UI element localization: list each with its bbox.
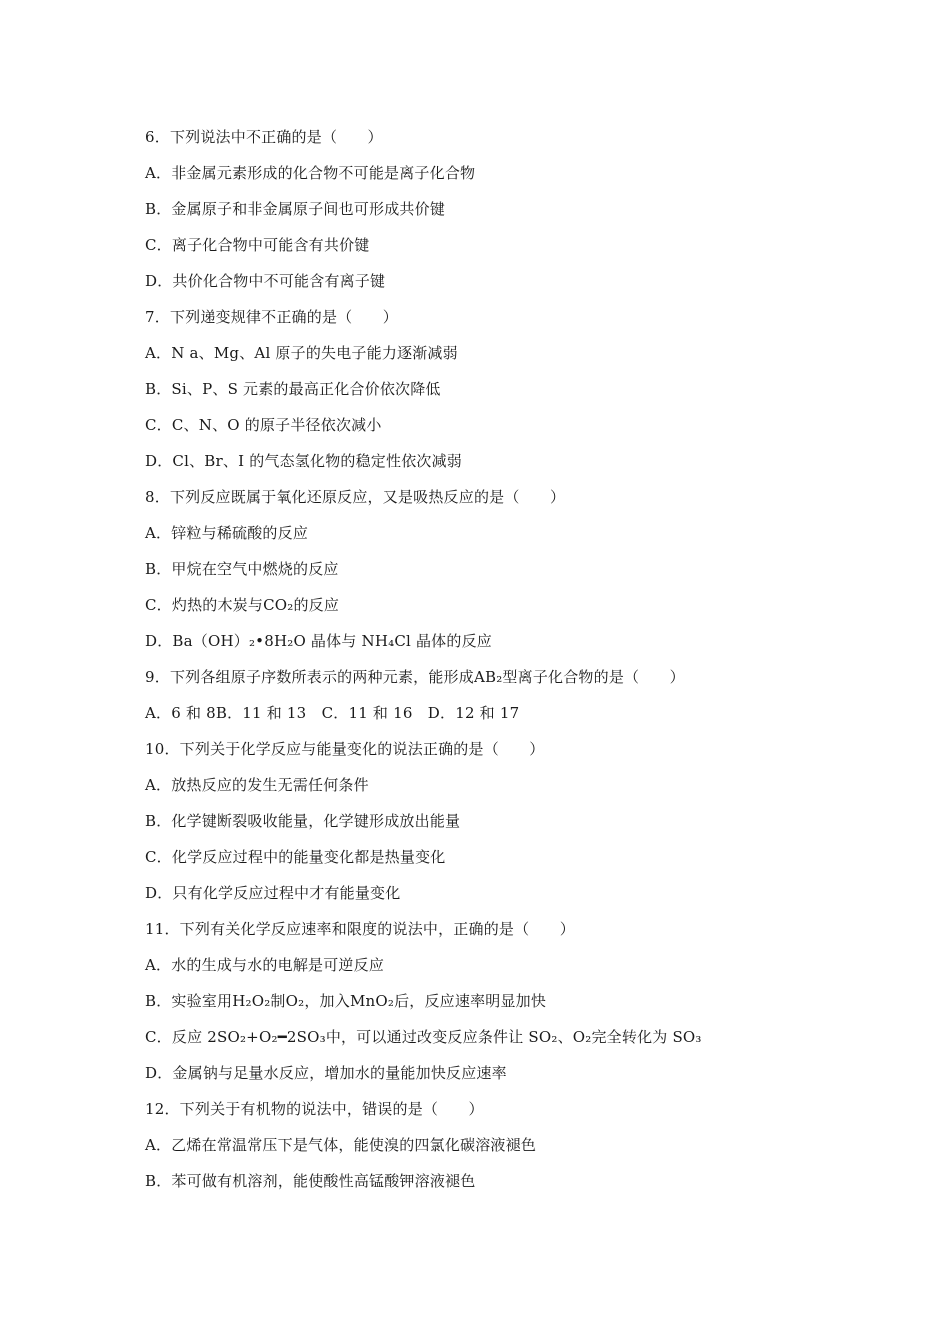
question-7-option-d: D．Cl、Br、I 的气态氢化物的稳定性依次减弱 (145, 452, 462, 470)
question-6-option-a: A．非金属元素形成的化合物不可能是离子化合物 (145, 164, 476, 182)
question-9-stem: 9．下列各组原子序数所表示的两种元素，能形成AB₂型离子化合物的是（ ） (145, 668, 685, 686)
question-8-option-d: D．Ba（OH）₂•8H₂O 晶体与 NH₄Cl 晶体的反应 (145, 632, 492, 650)
question-10-option-a: A．放热反应的发生无需任何条件 (145, 776, 369, 794)
question-list (145, 125, 865, 1205)
question-7-stem: 7．下列递变规律不正确的是（ ） (145, 308, 398, 326)
question-7-option-b: B．Si、P、S 元素的最高正化合价依次降低 (145, 380, 441, 398)
question-8-option-c: C．灼热的木炭与CO₂的反应 (145, 596, 340, 614)
question-11-option-b: B．实验室用H₂O₂制O₂，加入MnO₂后，反应速率明显加快 (145, 992, 547, 1010)
question-10-option-d: D．只有化学反应过程中才有能量变化 (145, 884, 401, 902)
question-6-option-c: C．离子化合物中可能含有共价键 (145, 236, 370, 254)
question-12-stem: 12．下列关于有机物的说法中，错误的是（ ） (145, 1100, 484, 1118)
question-6-option-b: B．金属原子和非金属原子间也可形成共价键 (145, 200, 446, 218)
question-9-options: A．6 和 8B．11 和 13 C．11 和 16 D．12 和 17 (145, 704, 520, 722)
question-11-option-c: C．反应 2SO₂+O₂━2SO₃中，可以通过改变反应条件让 SO₂、O₂完全转化为 SO₃ (145, 1028, 702, 1046)
question-12-option-b: B．苯可做有机溶剂，能使酸性高锰酸钾溶液褪色 (145, 1172, 476, 1190)
question-8-stem: 8．下列反应既属于氧化还原反应，又是吸热反应的是（ ） (145, 488, 566, 506)
question-6-stem: 6．下列说法中不正确的是（ ） (145, 128, 383, 146)
question-10-stem: 10．下列关于化学反应与能量变化的说法正确的是（ ） (145, 740, 545, 758)
question-11-option-d: D．金属钠与足量水反应，增加水的量能加快反应速率 (145, 1064, 507, 1082)
question-8-option-a: A．锌粒与稀硫酸的反应 (145, 524, 309, 542)
question-6-option-d: D．共价化合物中不可能含有离子键 (145, 272, 386, 290)
question-8-option-b: B．甲烷在空气中燃烧的反应 (145, 560, 339, 578)
question-10-option-b: B．化学键断裂吸收能量，化学键形成放出能量 (145, 812, 461, 830)
question-12-option-a: A．乙烯在常温常压下是气体，能使溴的四氯化碳溶液褪色 (145, 1136, 537, 1154)
question-11-option-a: A．水的生成与水的电解是可逆反应 (145, 956, 385, 974)
question-7-option-c: C．C、N、O 的原子半径依次减小 (145, 416, 382, 434)
question-7-option-a: A．N a、Mg、Al 原子的失电子能力逐渐减弱 (145, 344, 458, 362)
question-11-stem: 11．下列有关化学反应速率和限度的说法中，正确的是（ ） (145, 920, 575, 938)
question-10-option-c: C．化学反应过程中的能量变化都是热量变化 (145, 848, 446, 866)
